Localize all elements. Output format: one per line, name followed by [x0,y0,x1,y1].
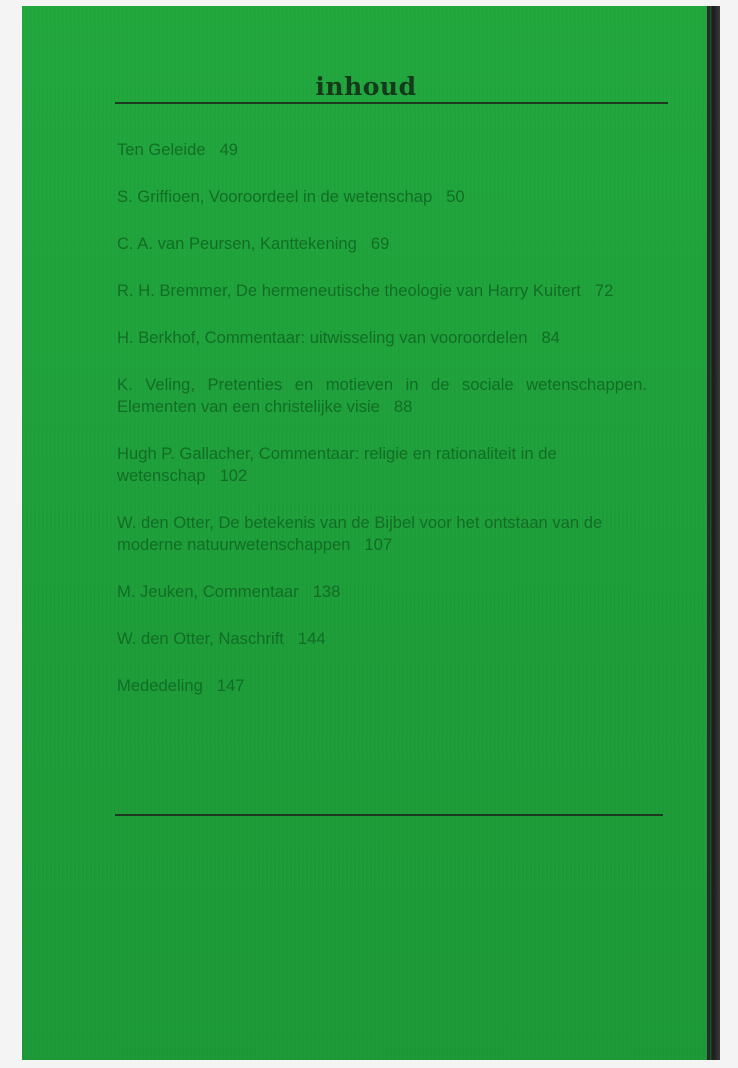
toc-entry-text: K. Veling, Pretenties en motieven in de sociale wetenschappen. Elementen van een christelijke visie [117,375,647,416]
toc-entry-text: R. H. Bremmer, De hermeneutische theologie van Harry Kuitert [117,281,581,300]
toc-entry-text: Mededeling [117,676,203,695]
book-cover [22,6,710,1060]
top-divider [115,102,668,104]
toc-entry-text: S. Griffioen, Vooroordeel in de wetenschap [117,187,433,206]
toc-page-number: 147 [216,676,245,695]
toc-page-number: 102 [219,466,248,485]
toc-page-number: 138 [312,582,341,601]
toc-entry [117,139,647,161]
toc-page-number: 88 [393,397,413,416]
toc-page-number: 84 [541,328,560,347]
toc-entry-text: Hugh P. Gallacher, Commentaar: religie en rationaliteit in de wetenschap [117,444,557,485]
bottom-divider [115,814,663,816]
toc-entry-text: M. Jeuken, Commentaar [117,582,299,601]
toc-entry-text: W. den Otter, De betekenis van de Bijbel voor het ontstaan van de moderne natuurwetenschappen [117,513,603,554]
toc-page-number: 50 [446,187,465,206]
toc-page-number: 144 [297,629,326,648]
toc-entry [117,186,647,208]
toc-entry [117,675,647,697]
toc-entry [117,374,647,418]
table-of-contents [117,139,647,722]
toc-entry [117,628,647,650]
toc-entry-text: Ten Geleide [117,140,206,159]
toc-entry-text: H. Berkhof, Commentaar: uitwisseling van vooroordelen [117,328,528,347]
toc-page-number: 107 [364,535,393,554]
toc-entry-text: W. den Otter, Naschrift [117,629,284,648]
toc-entry-text: C. A. van Peursen, Kanttekening [117,234,357,253]
toc-entry [117,280,647,302]
toc-entry [117,233,647,255]
page-title: inhoud [315,72,417,101]
toc-entry [117,512,647,556]
toc-page-number: 49 [219,140,239,159]
toc-entry [117,327,647,349]
toc-entry [117,581,647,603]
toc-page-number: 72 [594,281,614,300]
toc-page-number: 69 [370,234,390,253]
toc-entry [117,443,647,487]
